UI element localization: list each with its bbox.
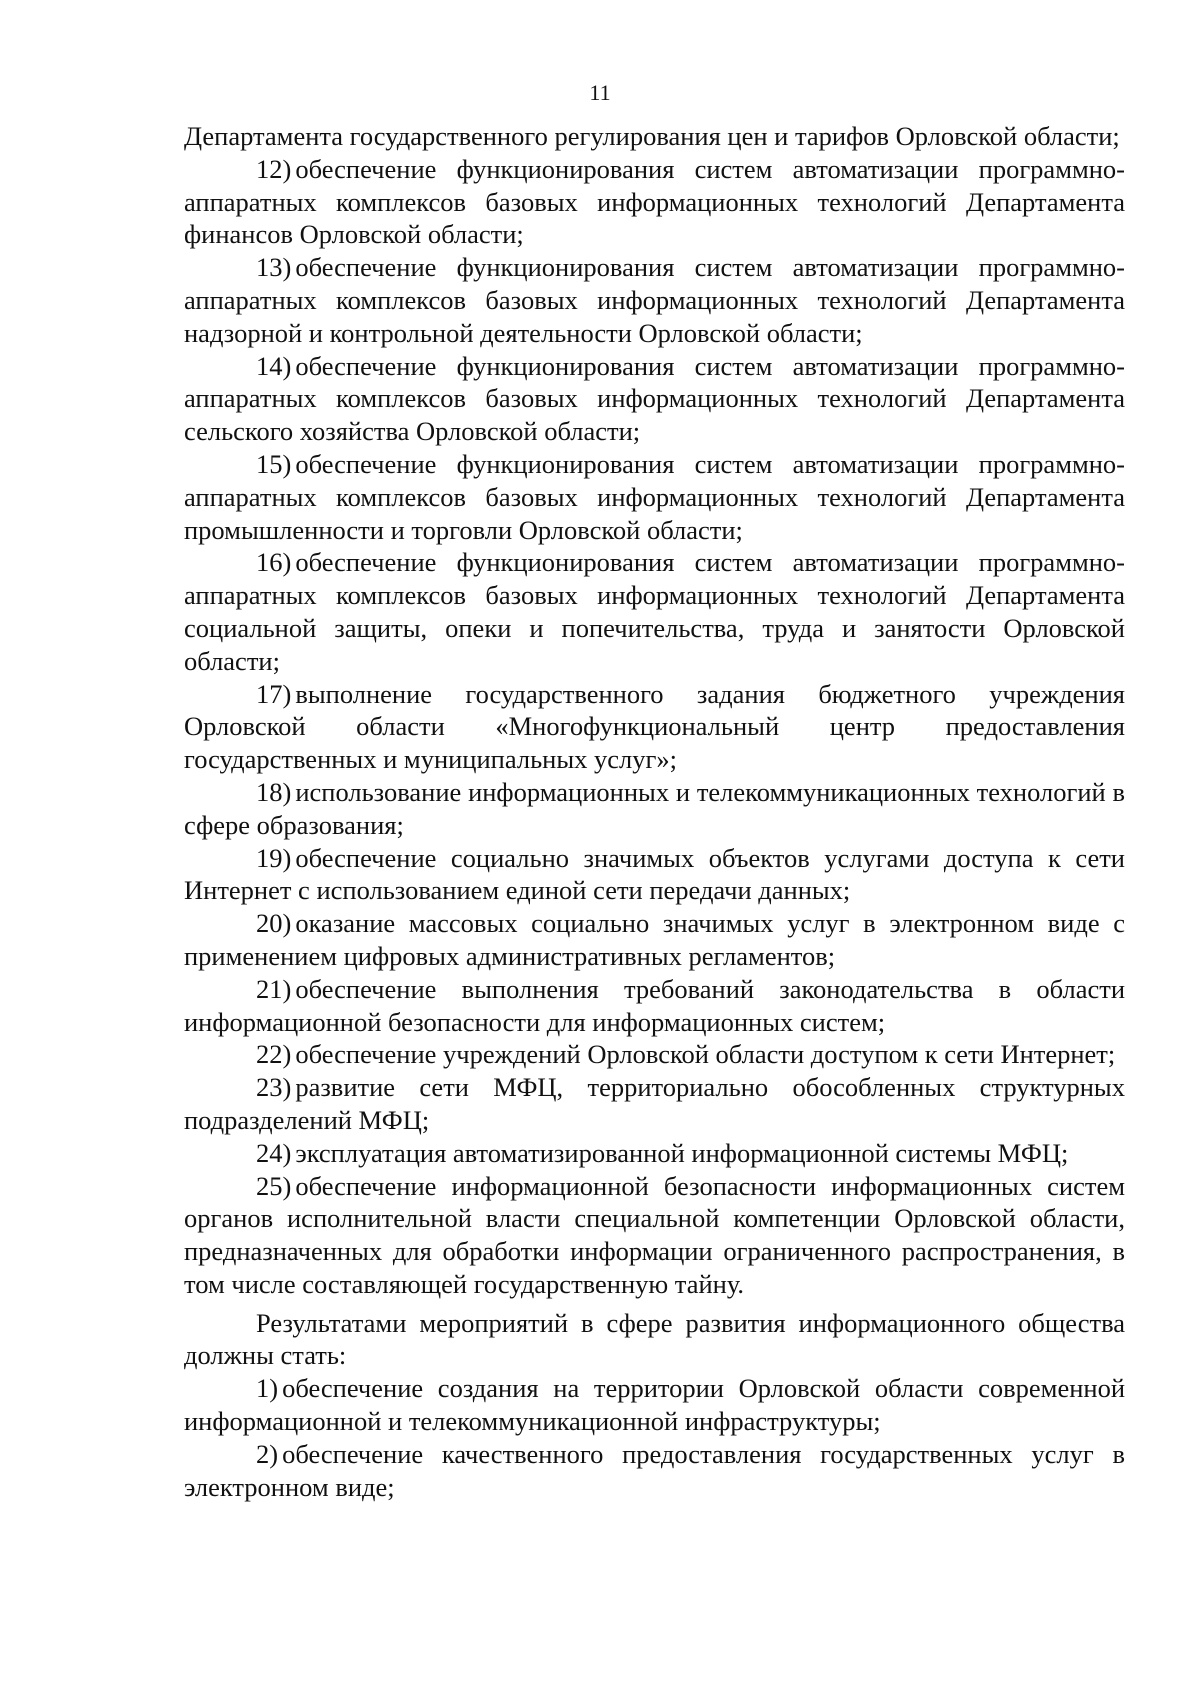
list-item-text: использование информационных и телекоммуникационных технологий в сфере образования; [184, 776, 1125, 840]
list-item-text: эксплуатация автоматизированной информационной системы МФЦ; [295, 1137, 1069, 1168]
list-item-21 [184, 973, 1125, 1039]
list-item-13 [184, 251, 1125, 349]
list-item-number: 1) [256, 1373, 279, 1404]
list-item-text: обеспечение функционирования систем автоматизации программно-аппаратных комплексов базовых информационных технологий Департамента надзорной и контрольной деятельности Орловской области; [184, 252, 1125, 348]
list-item-number: 15) [256, 448, 292, 479]
list-item-text: обеспечение создания на территории Орловской области современной информационной и телекоммуникационной инфраструктуры; [184, 1373, 1125, 1437]
list-item-18 [184, 776, 1125, 842]
list-item-number: 23) [256, 1072, 292, 1103]
list-item-text: обеспечение выполнения требований законодательства в области информационной безопасности для информационных систем; [184, 973, 1125, 1037]
list-item-text: обеспечение функционирования систем автоматизации программно-аппаратных комплексов базовых информационных технологий Департамента промышленности и торговли Орловской области; [184, 448, 1125, 545]
list-item-text: обеспечение функционирования систем автоматизации программно-аппаратных комплексов базовых информационных технологий Департамента финансов Орловской области; [184, 153, 1125, 250]
list-item-22 [184, 1038, 1125, 1071]
list-item-text: обеспечение учреждений Орловской области доступом к сети Интернет; [295, 1039, 1116, 1070]
list-item-number: 21) [256, 973, 292, 1004]
results-intro: Результатами мероприятий в сфере развития информационного общества должны стать: [184, 1307, 1125, 1371]
list-item-number: 17) [256, 678, 292, 709]
list-item-20 [184, 907, 1125, 973]
list-item-12 [184, 153, 1125, 251]
page-number: 11 [589, 80, 611, 105]
list-item-24 [184, 1137, 1125, 1170]
list-item-14 [184, 350, 1125, 448]
list-item-17 [184, 678, 1125, 776]
list-item-number: 12) [256, 153, 292, 184]
list-item-number: 18) [256, 776, 292, 807]
document-body [184, 120, 1125, 1503]
list-item-text: обеспечение функционирования систем автоматизации программно-аппаратных комплексов базовых информационных технологий Департамента социальной защиты, опеки и попечительства, труда и занятости Орловской области; [184, 547, 1125, 676]
list-item-text: обеспечение качественного предоставления государственных услуг в электронном виде; [184, 1438, 1125, 1502]
list-item-number: 16) [256, 547, 292, 578]
list-item-number: 2) [256, 1438, 279, 1469]
list-item-25 [184, 1170, 1125, 1301]
list-item-number: 22) [256, 1039, 292, 1070]
list-item-16 [184, 546, 1125, 677]
list-item-text: развитие сети МФЦ, территориально обособленных структурных подразделений МФЦ; [184, 1072, 1125, 1135]
list-item-23 [184, 1071, 1125, 1137]
list-item-number: 19) [256, 842, 292, 873]
list-item-19 [184, 842, 1125, 908]
result-item-2 [184, 1438, 1125, 1504]
result-item-1 [184, 1372, 1125, 1438]
list-item-text: обеспечение социально значимых объектов услугами доступа к сети Интернет с использованием единой сети передачи данных; [184, 842, 1125, 906]
list-item-number: 24) [256, 1137, 292, 1168]
list-item-continuation [184, 120, 1125, 153]
list-item-text: Департамента государственного регулирования цен и тарифов Орловской области; [184, 121, 1120, 151]
list-item-number: 14) [256, 350, 292, 381]
list-item-text: оказание массовых социально значимых услуг в электронном виде с применением цифровых административных регламентов; [184, 908, 1125, 971]
list-item-number: 13) [256, 252, 292, 283]
list-item-text: выполнение государственного задания бюджетного учреждения Орловской области «Многофункциональный центр предоставления государственных и муниципальных услуг»; [184, 678, 1125, 775]
list-item-text: обеспечение информационной безопасности информационных систем органов исполнительной власти специальной компетенции Орловской области, предназначенных для обработки информации ограниченного распространения, в том числе составляющей государственную тайну. [184, 1170, 1125, 1299]
list-item-15 [184, 448, 1125, 546]
list-item-number: 25) [256, 1170, 292, 1201]
list-item-number: 20) [256, 908, 292, 939]
list-item-text: обеспечение функционирования систем автоматизации программно-аппаратных комплексов базовых информационных технологий Департамента сельского хозяйства Орловской области; [184, 350, 1125, 447]
